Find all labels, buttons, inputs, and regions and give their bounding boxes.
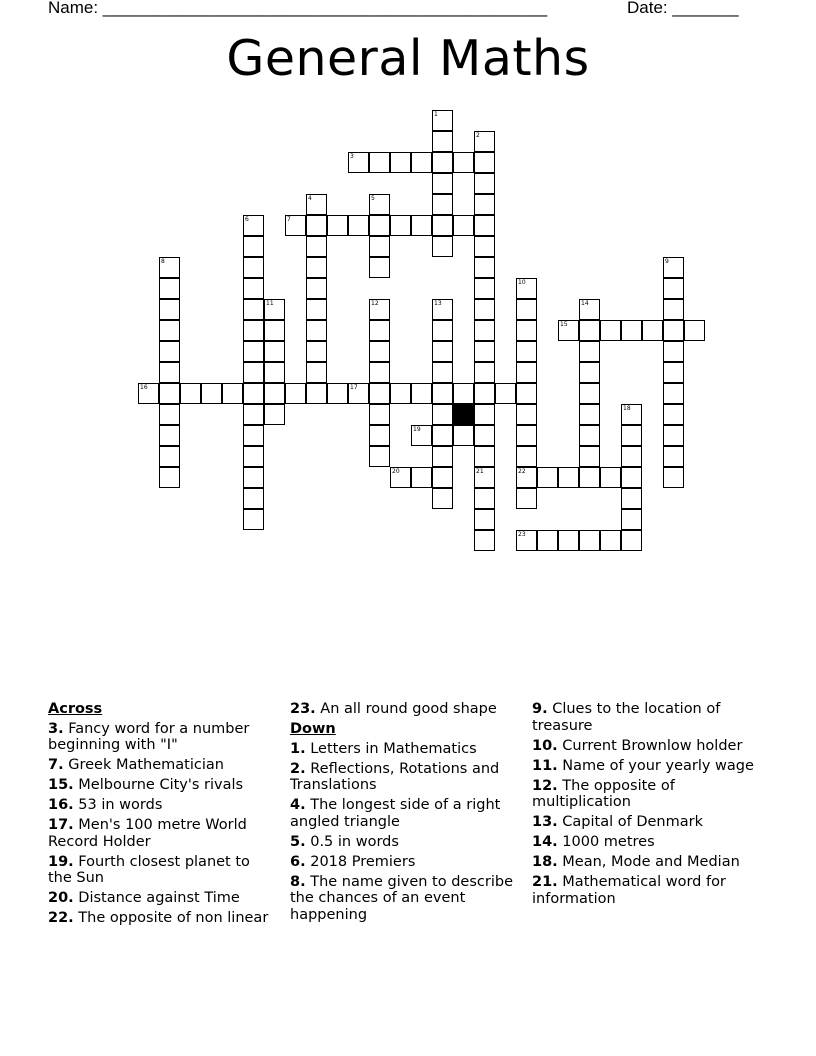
- grid-cell[interactable]: [474, 152, 495, 173]
- across-clue-list: [48, 721, 274, 927]
- grid-cell[interactable]: [663, 341, 684, 362]
- across-clue-text: An all round good shape: [315, 701, 497, 717]
- grid-cell[interactable]: [600, 467, 621, 488]
- grid-cell[interactable]: [579, 530, 600, 551]
- grid-cell[interactable]: [474, 194, 495, 215]
- down-clue-text: The longest side of a right angled triangle: [290, 797, 501, 830]
- grid-cell[interactable]: [432, 404, 453, 425]
- grid-cell[interactable]: [474, 446, 495, 467]
- grid-cell[interactable]: [243, 278, 264, 299]
- grid-cell[interactable]: [621, 446, 642, 467]
- grid-cell[interactable]: [369, 404, 390, 425]
- grid-cell[interactable]: [432, 215, 453, 236]
- down-clue-text: Current Brownlow holder: [557, 737, 743, 754]
- grid-cell[interactable]: [474, 236, 495, 257]
- black-cell: [453, 404, 474, 425]
- across-clue-text: The opposite of non linear: [73, 910, 269, 926]
- clue-number-5: 5: [371, 195, 375, 202]
- grid-cell[interactable]: [474, 173, 495, 194]
- grid-cell[interactable]: [663, 299, 684, 320]
- grid-cell[interactable]: [411, 215, 432, 236]
- grid-cell[interactable]: [243, 362, 264, 383]
- grid-cell[interactable]: [243, 425, 264, 446]
- grid-cell[interactable]: [432, 362, 453, 383]
- grid-cell[interactable]: [474, 404, 495, 425]
- grid-cell[interactable]: [390, 215, 411, 236]
- grid-cell[interactable]: [663, 425, 684, 446]
- grid-cell[interactable]: [432, 173, 453, 194]
- down-clue: [532, 758, 772, 775]
- grid-cell[interactable]: [579, 362, 600, 383]
- clues-column-2: [290, 701, 516, 927]
- down-clue-number: 14.: [532, 834, 558, 850]
- across-clue-text: Men's 100 metre World Record Holder: [48, 817, 247, 850]
- across-clue-number: 22.: [48, 910, 74, 926]
- across-heading: Across: [48, 701, 103, 717]
- grid-cell[interactable]: [243, 341, 264, 362]
- puzzle-title: General Maths: [226, 30, 590, 87]
- down-clue: [532, 701, 772, 734]
- grid-cell[interactable]: [264, 383, 285, 404]
- grid-cell[interactable]: [327, 215, 348, 236]
- grid-cell[interactable]: [432, 467, 453, 488]
- grid-cell[interactable]: [516, 425, 537, 446]
- clue-number-11: 11: [266, 300, 274, 307]
- down-heading: Down: [290, 721, 336, 737]
- grid-cell[interactable]: [453, 152, 474, 173]
- down-clue-text: Mean, Mode and Median: [557, 854, 740, 870]
- across-clue-list-continued: [290, 701, 516, 718]
- grid-cell[interactable]: [579, 425, 600, 446]
- grid-cell[interactable]: [663, 446, 684, 467]
- grid-cell[interactable]: [306, 215, 327, 236]
- grid-cell[interactable]: [369, 236, 390, 257]
- grid-cell[interactable]: [579, 341, 600, 362]
- clue-number-22: 22: [518, 468, 526, 475]
- clues-column-3: [532, 701, 772, 911]
- date-field[interactable]: Date: _______: [627, 0, 739, 17]
- grid-cell[interactable]: [516, 341, 537, 362]
- grid-cell[interactable]: [306, 278, 327, 299]
- grid-cell[interactable]: [432, 446, 453, 467]
- name-field[interactable]: Name: _______________________________________________: [48, 0, 548, 17]
- clue-number-19: 19: [413, 426, 421, 433]
- grid-cell[interactable]: [369, 257, 390, 278]
- grid-cell[interactable]: [432, 236, 453, 257]
- grid-cell[interactable]: [369, 320, 390, 341]
- grid-cell[interactable]: [369, 383, 390, 404]
- grid-cell[interactable]: [243, 404, 264, 425]
- grid-cell[interactable]: [474, 362, 495, 383]
- across-clue-text: Melbourne City's rivals: [73, 777, 244, 793]
- down-clue-number: 9.: [532, 701, 548, 717]
- down-clue-text: Letters in Mathematics: [305, 740, 477, 757]
- grid-cell[interactable]: [453, 215, 474, 236]
- down-clue-text: 0.5 in words: [305, 833, 399, 850]
- across-clue: [290, 701, 516, 718]
- down-clue: [532, 778, 772, 811]
- grid-cell[interactable]: [432, 194, 453, 215]
- down-clue-list: [290, 741, 516, 924]
- clue-number-4: 4: [308, 195, 312, 202]
- grid-cell[interactable]: [159, 383, 180, 404]
- grid-cell[interactable]: [159, 299, 180, 320]
- grid-cell[interactable]: [516, 362, 537, 383]
- grid-cell[interactable]: [516, 299, 537, 320]
- clue-number-20: 20: [392, 468, 400, 475]
- across-clue-number: 23.: [290, 701, 316, 717]
- grid-cell[interactable]: [474, 425, 495, 446]
- clue-number-23: 23: [518, 531, 526, 538]
- grid-cell[interactable]: [558, 530, 579, 551]
- clue-number-1: 1: [434, 111, 438, 118]
- clue-number-10: 10: [518, 279, 526, 286]
- grid-cell[interactable]: [306, 299, 327, 320]
- clue-number-7: 7: [287, 216, 291, 223]
- grid-cell[interactable]: [537, 467, 558, 488]
- grid-cell[interactable]: [579, 404, 600, 425]
- grid-cell[interactable]: [600, 530, 621, 551]
- grid-cell[interactable]: [663, 362, 684, 383]
- clue-number-12: 12: [371, 300, 379, 307]
- across-clue-text: Fourth closest planet to the Sun: [48, 853, 250, 886]
- grid-cell[interactable]: [369, 215, 390, 236]
- grid-cell[interactable]: [222, 383, 243, 404]
- down-clue-number: 21.: [532, 874, 558, 890]
- grid-cell[interactable]: [243, 299, 264, 320]
- grid-cell[interactable]: [516, 404, 537, 425]
- grid-cell[interactable]: [411, 383, 432, 404]
- grid-cell[interactable]: [621, 488, 642, 509]
- down-clue-number: 1.: [290, 740, 306, 757]
- across-clue-number: 15.: [48, 777, 74, 793]
- grid-cell[interactable]: [306, 362, 327, 383]
- across-clue: [48, 797, 274, 814]
- grid-cell[interactable]: [474, 509, 495, 530]
- grid-cell[interactable]: [243, 446, 264, 467]
- grid-cell[interactable]: [474, 257, 495, 278]
- across-clue: [48, 721, 274, 754]
- clue-number-3: 3: [350, 153, 354, 160]
- down-clue-text: Clues to the location of treasure: [532, 701, 721, 734]
- grid-cell[interactable]: [558, 467, 579, 488]
- across-clue-text: 53 in words: [73, 797, 163, 813]
- grid-cell[interactable]: [474, 299, 495, 320]
- across-clue-number: 3.: [48, 720, 64, 737]
- down-clue: [290, 834, 516, 851]
- grid-cell[interactable]: [159, 404, 180, 425]
- clue-number-21: 21: [476, 468, 484, 475]
- grid-cell[interactable]: [390, 383, 411, 404]
- across-clue: [48, 777, 274, 794]
- grid-cell[interactable]: [621, 425, 642, 446]
- down-clue-text: Mathematical word for information: [532, 874, 726, 907]
- grid-cell[interactable]: [642, 320, 663, 341]
- down-clue-text: Capital of Denmark: [557, 814, 703, 830]
- down-clue-number: 12.: [532, 777, 558, 794]
- grid-cell[interactable]: [285, 383, 306, 404]
- clue-number-9: 9: [665, 258, 669, 265]
- grid-cell[interactable]: [264, 404, 285, 425]
- grid-cell[interactable]: [159, 320, 180, 341]
- grid-cell[interactable]: [306, 341, 327, 362]
- clue-number-17: 17: [350, 384, 358, 391]
- grid-cell[interactable]: [159, 446, 180, 467]
- grid-cell[interactable]: [474, 278, 495, 299]
- down-clue-text: Name of your yearly wage: [557, 757, 754, 774]
- grid-cell[interactable]: [579, 320, 600, 341]
- grid-cell[interactable]: [474, 215, 495, 236]
- down-clue-number: 6.: [290, 853, 306, 870]
- grid-cell[interactable]: [453, 383, 474, 404]
- grid-cell[interactable]: [579, 467, 600, 488]
- grid-cell[interactable]: [411, 467, 432, 488]
- grid-cell[interactable]: [264, 362, 285, 383]
- grid-cell[interactable]: [159, 467, 180, 488]
- clue-number-13: 13: [434, 300, 442, 307]
- grid-cell[interactable]: [621, 320, 642, 341]
- grid-cell[interactable]: [432, 425, 453, 446]
- down-clue-text: 1000 metres: [557, 834, 655, 850]
- grid-cell[interactable]: [243, 236, 264, 257]
- down-clue: [290, 874, 516, 924]
- across-clue-number: 19.: [48, 853, 74, 870]
- across-clue-number: 17.: [48, 817, 74, 833]
- grid-cell[interactable]: [243, 488, 264, 509]
- grid-cell[interactable]: [159, 278, 180, 299]
- grid-cell[interactable]: [516, 320, 537, 341]
- grid-cell[interactable]: [663, 320, 684, 341]
- grid-cell[interactable]: [516, 383, 537, 404]
- grid-cell[interactable]: [306, 320, 327, 341]
- down-clue-text: The name given to describe the chances of an event happening: [290, 873, 513, 923]
- across-clue-text: Fancy word for a number beginning with "I": [48, 720, 250, 753]
- down-clue-text: 2018 Premiers: [305, 853, 416, 870]
- clue-number-18: 18: [623, 405, 631, 412]
- grid-cell[interactable]: [495, 383, 516, 404]
- grid-cell[interactable]: [369, 341, 390, 362]
- grid-cell[interactable]: [180, 383, 201, 404]
- grid-cell[interactable]: [663, 467, 684, 488]
- grid-cell[interactable]: [306, 257, 327, 278]
- down-clue: [532, 738, 772, 755]
- grid-cell[interactable]: [684, 320, 705, 341]
- across-clue-number: 7.: [48, 757, 64, 773]
- down-clue: [290, 741, 516, 758]
- grid-cell[interactable]: [369, 362, 390, 383]
- grid-cell[interactable]: [243, 320, 264, 341]
- across-clue: [48, 854, 274, 887]
- grid-cell[interactable]: [243, 257, 264, 278]
- down-clue: [290, 854, 516, 871]
- down-clue-number: 2.: [290, 760, 306, 777]
- clue-number-14: 14: [581, 300, 589, 307]
- grid-cell[interactable]: [159, 425, 180, 446]
- grid-cell[interactable]: [306, 383, 327, 404]
- across-clue: [48, 817, 274, 850]
- grid-cell[interactable]: [432, 320, 453, 341]
- grid-cell[interactable]: [348, 215, 369, 236]
- down-clue: [290, 761, 516, 794]
- down-clue-number: 13.: [532, 814, 558, 830]
- grid-cell[interactable]: [663, 383, 684, 404]
- across-clue: [48, 757, 274, 774]
- down-clue: [532, 874, 772, 907]
- grid-cell[interactable]: [327, 383, 348, 404]
- clue-number-2: 2: [476, 132, 480, 139]
- across-clue-number: 20.: [48, 890, 74, 906]
- grid-cell[interactable]: [453, 425, 474, 446]
- down-clue-number: 8.: [290, 873, 306, 890]
- grid-cell[interactable]: [390, 152, 411, 173]
- grid-cell[interactable]: [474, 320, 495, 341]
- grid-cell[interactable]: [474, 341, 495, 362]
- across-clue: [48, 890, 274, 907]
- grid-cell[interactable]: [663, 404, 684, 425]
- grid-cell[interactable]: [663, 278, 684, 299]
- grid-cell[interactable]: [264, 320, 285, 341]
- down-clue-number: 4.: [290, 797, 306, 813]
- grid-cell[interactable]: [369, 446, 390, 467]
- grid-cell[interactable]: [474, 488, 495, 509]
- grid-cell[interactable]: [243, 467, 264, 488]
- down-clue-number: 5.: [290, 833, 306, 850]
- across-clue-number: 16.: [48, 797, 74, 813]
- clue-number-8: 8: [161, 258, 165, 265]
- grid-cell[interactable]: [432, 131, 453, 152]
- grid-cell[interactable]: [159, 341, 180, 362]
- clue-number-6: 6: [245, 216, 249, 223]
- grid-cell[interactable]: [411, 152, 432, 173]
- across-clue-text: Distance against Time: [73, 890, 240, 906]
- grid-cell[interactable]: [201, 383, 222, 404]
- grid-cell[interactable]: [369, 425, 390, 446]
- grid-cell[interactable]: [621, 530, 642, 551]
- grid-cell[interactable]: [306, 236, 327, 257]
- grid-cell[interactable]: [537, 530, 558, 551]
- grid-cell[interactable]: [621, 509, 642, 530]
- down-clue-number: 10.: [532, 737, 558, 754]
- grid-cell[interactable]: [432, 152, 453, 173]
- clue-number-16: 16: [140, 384, 148, 391]
- down-clue: [290, 797, 516, 830]
- grid-cell[interactable]: [432, 341, 453, 362]
- grid-cell[interactable]: [621, 467, 642, 488]
- grid-cell[interactable]: [474, 383, 495, 404]
- down-clue-text: Reflections, Rotations and Translations: [290, 760, 500, 793]
- down-clue-list-continued: [532, 701, 772, 907]
- grid-cell[interactable]: [579, 446, 600, 467]
- grid-cell[interactable]: [243, 509, 264, 530]
- grid-cell[interactable]: [264, 341, 285, 362]
- grid-cell[interactable]: [579, 383, 600, 404]
- grid-cell[interactable]: [516, 488, 537, 509]
- across-clue: [48, 910, 274, 927]
- grid-cell[interactable]: [369, 152, 390, 173]
- down-clue: [532, 854, 772, 871]
- down-clue-number: 18.: [532, 854, 558, 870]
- across-clue-text: Greek Mathematician: [63, 757, 224, 773]
- grid-cell[interactable]: [516, 446, 537, 467]
- clue-number-15: 15: [560, 321, 568, 328]
- grid-cell[interactable]: [474, 530, 495, 551]
- down-clue-number: 11.: [532, 757, 558, 774]
- grid-cell[interactable]: [432, 383, 453, 404]
- down-clue: [532, 814, 772, 831]
- down-clue-text: The opposite of multiplication: [532, 777, 675, 810]
- grid-cell[interactable]: [159, 362, 180, 383]
- clues-column-1: [48, 701, 274, 930]
- grid-cell[interactable]: [600, 320, 621, 341]
- down-clue: [532, 834, 772, 851]
- grid-cell[interactable]: [243, 383, 264, 404]
- grid-cell[interactable]: [432, 488, 453, 509]
